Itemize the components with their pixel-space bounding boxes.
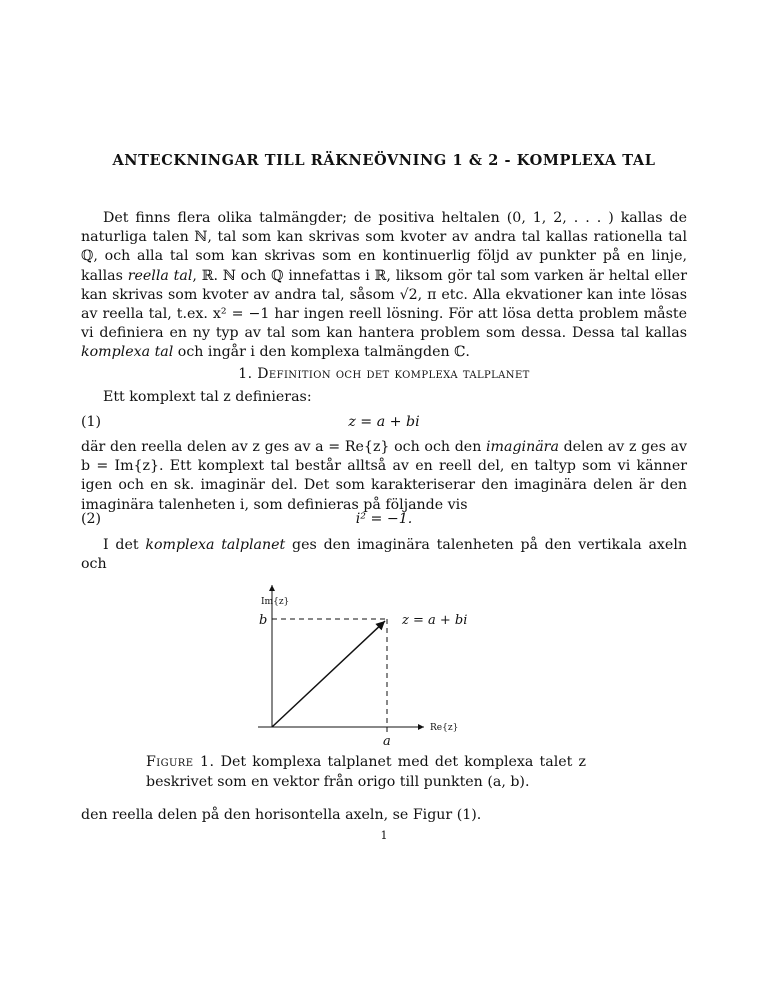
term-komplexa-talplanet: komplexa talplanet — [145, 537, 286, 553]
equation-1-number: (1) — [81, 414, 102, 430]
equation-2-number: (2) — [81, 511, 102, 527]
equation-1-body: z = a + bi — [348, 414, 420, 430]
figure-caption — [146, 752, 586, 792]
vector-z — [272, 621, 385, 727]
closing-paragraph: den reella delen på den horisontella axeln, se Figur (1). — [81, 807, 482, 823]
page-number: 1 — [380, 829, 388, 842]
intro-text-1: Det finns flera olika talmängder; de positiva heltalen (0, 1, 2, . . . ) kallas de naturliga talen ℕ, tal som kan skrivas som kvoter av andra tal kallas rationella tal ℚ, och alla tal som kan skrivas som en kontinuerlig följd av punkter på en linje, kallas — [81, 210, 687, 284]
term-komplexa-tal: komplexa tal — [81, 344, 174, 361]
plane-text-2: ges den imaginära talenheten på den vertikala axeln och — [81, 537, 688, 573]
section-heading: 1. Definition och det komplexa talplanet — [238, 366, 530, 382]
document-title: ANTECKNINGAR TILL RÄKNEÖVNING 1 & 2 - KOMPLEXA TAL — [112, 152, 656, 169]
term-reella-tal: reella tal — [127, 267, 193, 284]
plane-text-1: I det — [103, 537, 146, 553]
term-imaginara: imaginära — [486, 439, 559, 455]
a-label: a — [383, 734, 391, 749]
definition-lead: Ett komplext tal z definieras: — [103, 389, 312, 405]
x-axis-label: Re{z} — [430, 723, 459, 733]
equation-2-body: i² = −1. — [355, 511, 413, 527]
figure-caption-label: Figure 1. — [146, 754, 215, 770]
figure-caption-text: Det komplexa talplanet med det komplexa talet z beskrivet som en vektor från origo till punkten (a, b). — [146, 754, 587, 790]
y-axis-label: Im{z} — [261, 597, 290, 607]
intro-text-3: och ingår i den komplexa talmängden ℂ. — [173, 344, 470, 361]
intro-text-2: , ℝ. ℕ och ℚ innefattas i ℝ, liksom gör tal som varken är heltal eller kan skrivas som kvoter av andra tal, såsom √2, π etc. Alla ekvationer kan inte lösas av reella tal, t.ex. x² = −1 har ingen reell lösning. För att lösa detta problem måste vi definiera en ny typ av tal som kan hantera problem som dessa. Dessa tal kallas — [81, 267, 687, 342]
definition-text-2: delen av z ges av b = Im{z}. Ett komplext tal består alltså av en reell del, en taltyp som vi känner igen och en sk. imaginär del. Det som karakteriserar den imaginära delen är den imaginära talenheten i, som definieras på följande vis — [81, 439, 687, 513]
point-label: z = a + bi — [402, 613, 468, 628]
b-label: b — [259, 613, 268, 628]
definition-text-1: där den reella delen av z ges av a = Re{z} och och den — [81, 439, 486, 455]
